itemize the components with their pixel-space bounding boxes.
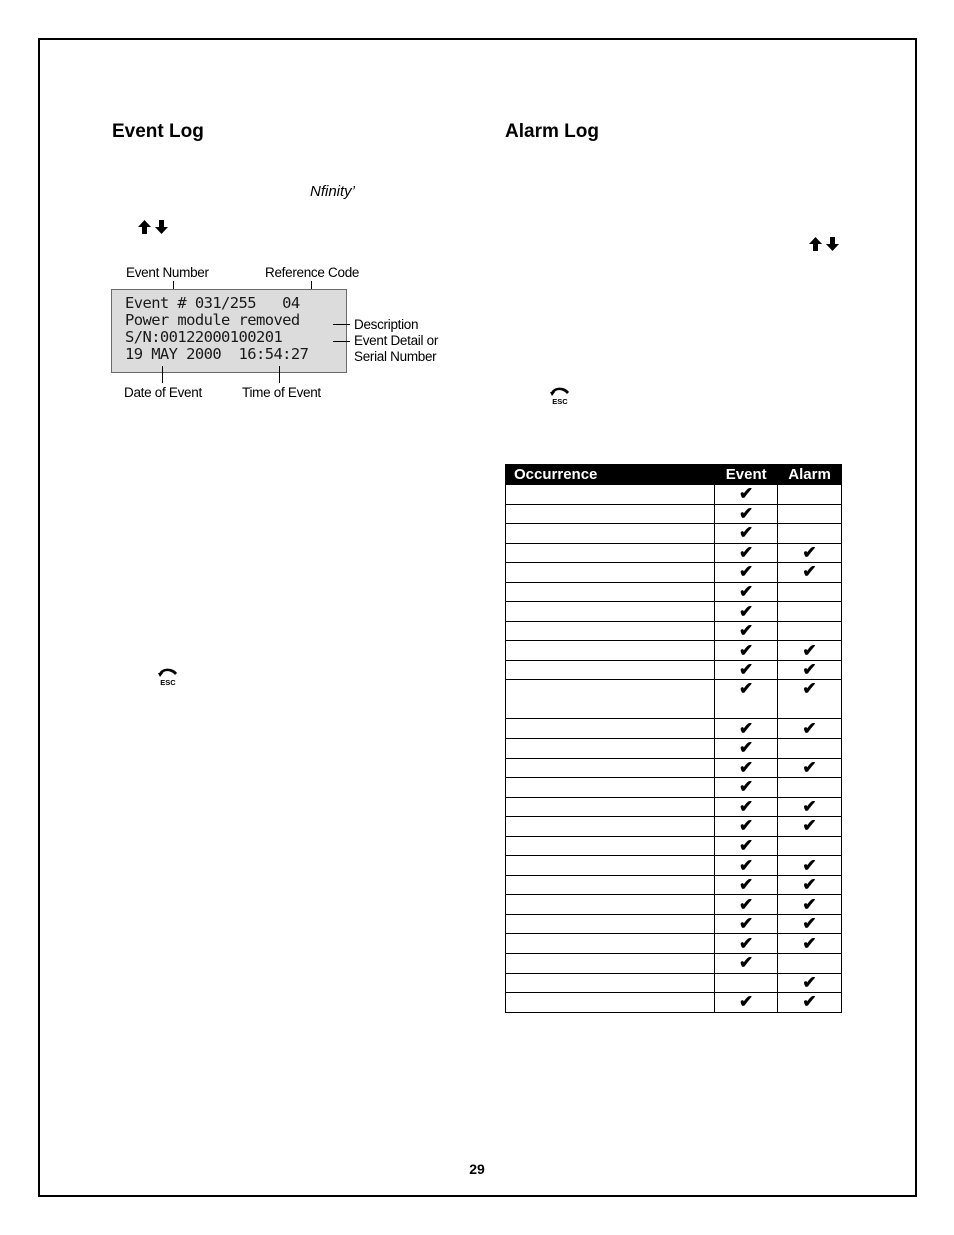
event-check-cell: ✔ (715, 504, 778, 524)
description-leader (333, 324, 350, 325)
page-number: 29 (469, 1161, 485, 1177)
lcd-line-4: 19 MAY 2000 16:54:27 (125, 345, 309, 363)
event-check-cell: ✔ (715, 641, 778, 661)
alarm-check-cell (778, 485, 842, 505)
date-leader (162, 366, 163, 383)
event-check-cell: ✔ (715, 485, 778, 505)
table-row (506, 582, 842, 602)
lcd-line-1: Event # 031/255 04 (125, 294, 300, 312)
occurrence-cell (506, 914, 715, 934)
occurrence-cell (506, 621, 715, 641)
svg-text:ESC: ESC (160, 678, 176, 687)
table-row (506, 660, 842, 680)
alarm-check-cell: ✔ (778, 641, 842, 661)
occurrence-cell (506, 993, 715, 1013)
event-check-cell: ✔ (715, 680, 778, 719)
event-check-cell: ✔ (715, 563, 778, 583)
occurrence-cell (506, 875, 715, 895)
alarm-check-cell: ✔ (778, 719, 842, 739)
event-column-header: Event (715, 465, 778, 485)
event-check-cell: ✔ (715, 836, 778, 856)
alarm-check-cell (778, 739, 842, 759)
table-row (506, 895, 842, 915)
table-row (506, 993, 842, 1013)
alarm-log-heading: Alarm Log (505, 121, 599, 142)
occurrence-cell (506, 641, 715, 661)
event-check-cell (715, 973, 778, 993)
occurrence-cell (506, 582, 715, 602)
lcd-display (111, 289, 347, 373)
occurrence-cell (506, 739, 715, 759)
occurrence-cell (506, 543, 715, 563)
event-check-cell: ✔ (715, 582, 778, 602)
occurrence-cell (506, 934, 715, 954)
up-arrow-icon (809, 237, 822, 252)
event-log-arrow-keys (138, 220, 168, 235)
event-check-cell: ✔ (715, 602, 778, 622)
event-check-cell: ✔ (715, 719, 778, 739)
time-leader (279, 366, 280, 383)
event-check-cell: ✔ (715, 739, 778, 759)
table-row (506, 641, 842, 661)
alarm-column-header: Alarm (778, 465, 842, 485)
alarm-check-cell: ✔ (778, 660, 842, 680)
table-row (506, 758, 842, 778)
alarm-log-arrow-keys (809, 237, 839, 252)
event-log-heading: Event Log (112, 121, 204, 142)
occurrence-cell (506, 680, 715, 719)
occurrence-cell (506, 660, 715, 680)
event-check-cell: ✔ (715, 621, 778, 641)
event-check-cell: ✔ (715, 993, 778, 1013)
occurrence-cell (506, 563, 715, 583)
occurrence-cell (506, 758, 715, 778)
nfinity-italic-text: Nfinity’ (310, 183, 356, 200)
alarm-check-cell (778, 836, 842, 856)
event-detail-leader (333, 341, 350, 342)
table-row (506, 914, 842, 934)
svg-text:ESC: ESC (552, 397, 568, 406)
event-check-cell: ✔ (715, 954, 778, 974)
table-row (506, 934, 842, 954)
date-of-event-label: Date of Event (124, 385, 202, 400)
alarm-check-cell: ✔ (778, 856, 842, 876)
occurrence-table (505, 464, 842, 1013)
down-arrow-icon (826, 237, 839, 252)
occurrence-cell (506, 602, 715, 622)
event-detail-label: Event Detail or (354, 333, 439, 348)
occurrence-cell (506, 778, 715, 798)
occurrence-cell (506, 485, 715, 505)
event-check-cell: ✔ (715, 817, 778, 837)
alarm-check-cell (778, 582, 842, 602)
down-arrow-icon (155, 220, 168, 235)
alarm-check-cell (778, 954, 842, 974)
table-row (506, 739, 842, 759)
alarm-check-cell: ✔ (778, 543, 842, 563)
occurrence-cell (506, 836, 715, 856)
alarm-check-cell (778, 621, 842, 641)
lcd-line-3: S/N:00122000100201 (125, 328, 283, 346)
table-row (506, 485, 842, 505)
occurrence-cell (506, 504, 715, 524)
alarm-check-cell: ✔ (778, 875, 842, 895)
alarm-check-cell: ✔ (778, 817, 842, 837)
table-row (506, 778, 842, 798)
event-check-cell: ✔ (715, 797, 778, 817)
table-row (506, 719, 842, 739)
event-check-cell: ✔ (715, 524, 778, 544)
table-row (506, 817, 842, 837)
table-row (506, 680, 842, 719)
table-row (506, 954, 842, 974)
occurrence-column-header: Occurrence (506, 465, 715, 485)
occurrence-cell (506, 856, 715, 876)
occurrence-cell (506, 817, 715, 837)
alarm-check-cell (778, 524, 842, 544)
alarm-check-cell: ✔ (778, 934, 842, 954)
event-check-cell: ✔ (715, 660, 778, 680)
table-row (506, 602, 842, 622)
occurrence-table-body (506, 485, 842, 1013)
alarm-check-cell: ✔ (778, 973, 842, 993)
event-check-cell: ✔ (715, 895, 778, 915)
table-row (506, 836, 842, 856)
table-row (506, 524, 842, 544)
alarm-check-cell: ✔ (778, 797, 842, 817)
table-row (506, 797, 842, 817)
esc-icon (156, 665, 180, 687)
event-check-cell: ✔ (715, 875, 778, 895)
table-row (506, 973, 842, 993)
esc-icon (548, 384, 572, 406)
event-check-cell: ✔ (715, 856, 778, 876)
event-check-cell: ✔ (715, 934, 778, 954)
occurrence-cell (506, 973, 715, 993)
alarm-check-cell (778, 602, 842, 622)
time-of-event-label: Time of Event (242, 385, 321, 400)
table-row (506, 504, 842, 524)
event-number-label: Event Number (126, 265, 209, 280)
alarm-check-cell (778, 778, 842, 798)
lcd-line-2: Power module removed (125, 311, 300, 329)
table-row (506, 621, 842, 641)
alarm-check-cell: ✔ (778, 563, 842, 583)
up-arrow-icon (138, 220, 151, 235)
reference-code-label: Reference Code (265, 265, 360, 280)
alarm-check-cell: ✔ (778, 758, 842, 778)
description-label: Description (354, 317, 419, 332)
alarm-check-cell (778, 504, 842, 524)
table-header-row (506, 465, 842, 485)
occurrence-cell (506, 954, 715, 974)
occurrence-cell (506, 524, 715, 544)
table-row (506, 543, 842, 563)
event-check-cell: ✔ (715, 778, 778, 798)
occurrence-cell (506, 797, 715, 817)
alarm-check-cell: ✔ (778, 914, 842, 934)
table-row (506, 875, 842, 895)
alarm-check-cell: ✔ (778, 680, 842, 719)
event-check-cell: ✔ (715, 914, 778, 934)
event-check-cell: ✔ (715, 543, 778, 563)
alarm-check-cell: ✔ (778, 895, 842, 915)
occurrence-cell (506, 895, 715, 915)
serial-number-label: Serial Number (354, 349, 437, 364)
event-check-cell: ✔ (715, 758, 778, 778)
occurrence-cell (506, 719, 715, 739)
table-row (506, 563, 842, 583)
alarm-check-cell: ✔ (778, 993, 842, 1013)
table-row (506, 856, 842, 876)
